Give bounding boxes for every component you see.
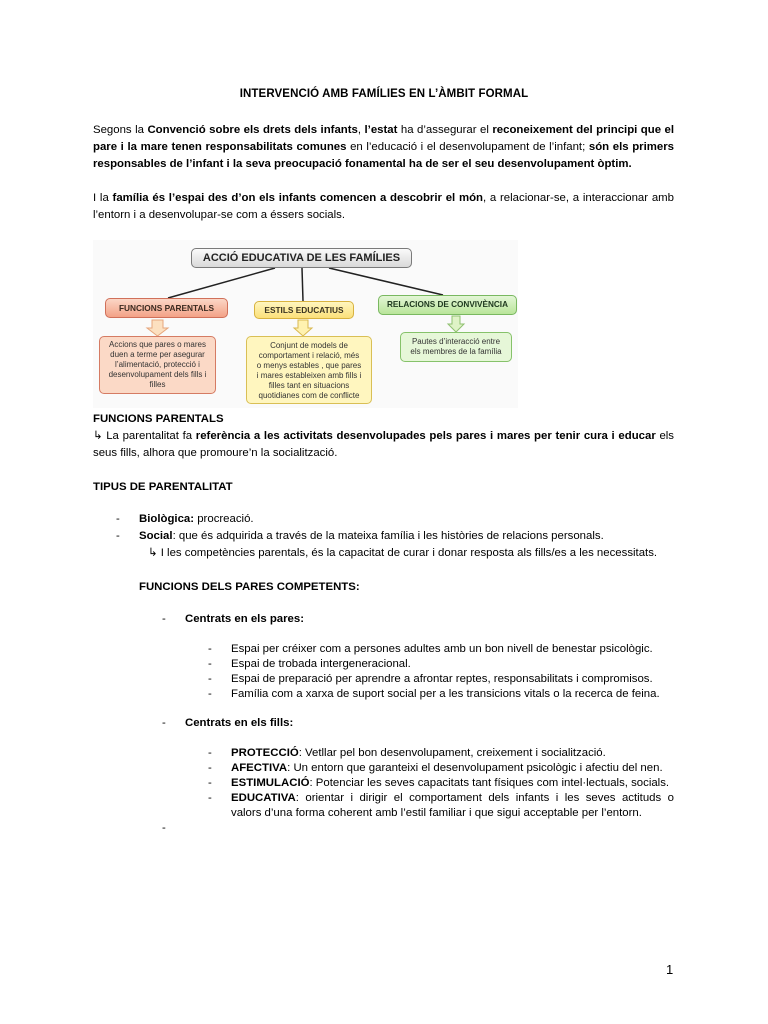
bullet-dash: - <box>162 822 166 834</box>
estils-description: Conjunt de models de comportament i relació, més o menys estables , que pares i mares estableixen amb fills i filles tant en situacions quotidianes com de conflicte <box>246 336 372 404</box>
tipus-heading: TIPUS DE PARENTALITAT <box>93 481 233 493</box>
list-item-social: Social: que és adquirida a través de la mateixa família i les històries de relacions personals. <box>139 530 604 542</box>
list-item: Família com a xarxa de suport social per a les transicions vitals o la recerca de feina. <box>231 688 660 700</box>
bullet-dash: - <box>208 747 212 759</box>
list-item-proteccio: PROTECCIÓ: Vetllar pel bon desenvolupament, creixement i socialització. <box>231 747 606 759</box>
list-item: Espai de trobada intergeneracional. <box>231 658 411 670</box>
educativa-continuation: valors d’una forma coherent amb l’estil familiar i que sigui acceptable per l’entorn. <box>231 807 642 819</box>
bullet-dash: - <box>162 613 166 625</box>
bullet-dash: - <box>208 673 212 685</box>
intro-paragraph: Segons la Convenció sobre els drets dels infants, l’estat ha d’assegurar el reconeixement del principi que el pare i la mare tenen responsabilitats comunes en l’educació i el desenvolupament de l’infant; són els primers responsables de l’infant i la seva preocupació fonamental ha de ser el seu desenvolupament òptim. <box>93 124 675 170</box>
funcions-description: Accions que pares o mares duen a terme per asegurar l’alimentació, protecció i desenvolupament dels fills i filles <box>99 336 216 394</box>
list-item-biologica: Biològica: procreació. <box>139 513 254 525</box>
family-paragraph: I la família és l’espai des d’on els infants comencen a descobrir el món, a relacionar-se, a interaccionar amb l’entorn i a desenvolupar-se com a éssers socials. <box>93 192 674 221</box>
bullet-dash: - <box>208 762 212 774</box>
list-item-educativa: EDUCATIVA: orientar i dirigir el comportament dels infants i les seves actituds o <box>231 792 674 804</box>
bullet-dash: - <box>208 643 212 655</box>
relacions-description: Pautes d’interacció entre els membres de la família <box>400 332 512 362</box>
funcions-parentals-node: FUNCIONS PARENTALS <box>105 298 228 318</box>
competents-heading: FUNCIONS DELS PARES COMPETENTS: <box>139 581 360 593</box>
bullet-dash: - <box>116 513 120 525</box>
page-title: INTERVENCIÓ AMB FAMÍLIES EN L’ÀMBIT FORMAL <box>239 88 529 100</box>
relacions-convivencia-node: RELACIONS DE CONVIVÈNCIA <box>378 295 517 315</box>
diagram-title: ACCIÓ EDUCATIVA DE LES FAMÍLIES <box>191 248 412 268</box>
estils-educatius-node: ESTILS EDUCATIUS <box>254 301 354 319</box>
funcions-paragraph: ↳ La parentalitat fa referència a les activitats desenvolupades pels pares i mares per tenir cura i educar els seus fills, alhora que promoure’n la socialització. <box>93 430 675 459</box>
fills-heading: Centrats en els fills: <box>185 717 294 729</box>
pares-heading: Centrats en els pares: <box>185 613 305 625</box>
bullet-dash: - <box>208 777 212 789</box>
funcions-heading: FUNCIONS PARENTALS <box>93 413 224 425</box>
bullet-dash: - <box>208 688 212 700</box>
bullet-dash: - <box>208 658 212 670</box>
list-item: Espai de preparació per aprendre a afrontar reptes, responsabilitats i compromisos. <box>231 673 653 685</box>
page-number: 1 <box>666 962 674 977</box>
educational-action-diagram <box>93 240 518 408</box>
bullet-dash: - <box>162 717 166 729</box>
list-item-estimulacio: ESTIMULACIÓ: Potenciar les seves capacitats tant físiques com intel·lectuals, socials. <box>231 777 670 789</box>
bullet-dash: - <box>208 792 212 804</box>
list-item: Espai per créixer com a persones adultes amb un bon nivell de benestar psicològic. <box>231 643 653 655</box>
list-item-afectiva: AFECTIVA: Un entorn que garanteixi el desenvolupament psicològic i afectiu del nen. <box>231 762 663 774</box>
bullet-dash: - <box>116 530 120 542</box>
social-sub-item: ↳ I les competències parentals, és la capacitat de curar i donar resposta als fills/es a les necessitats. <box>148 547 658 559</box>
